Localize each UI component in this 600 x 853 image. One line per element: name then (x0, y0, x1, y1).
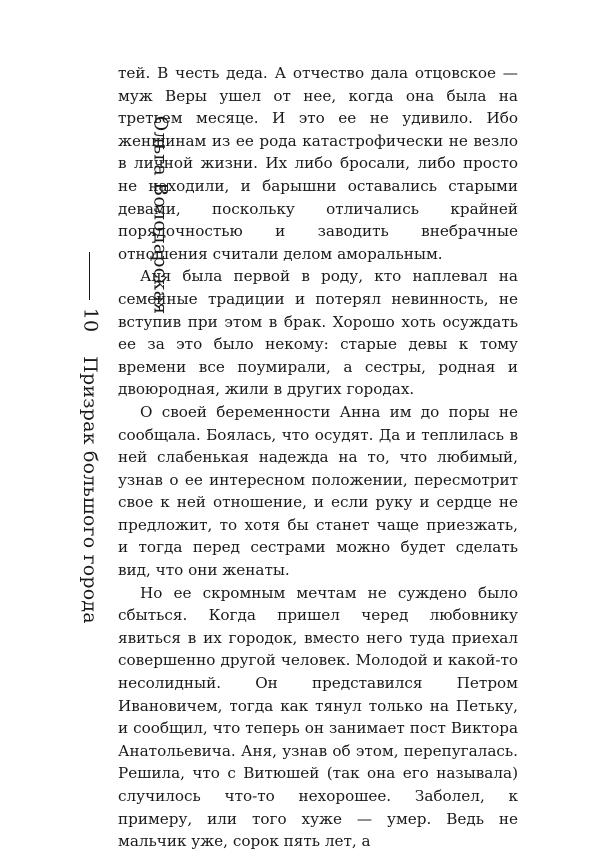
page-number-box (70, 300, 110, 340)
paragraph-1: тей. В честь деда. А отчество дала отцовское — муж Веры ушел от нее, когда она была на третьем месяце. И это ее не удивило. Ибо женщинам из ее рода катастрофически не везло в личной жизни. Их либо бросали, либо просто не находили, и барышни оставались старыми девами, поскольку отличались крайней порядочностью и заводить внебрачные отношения считали делом аморальным. (118, 64, 518, 263)
body-text (118, 62, 518, 853)
running-head-title (70, 340, 110, 640)
paragraph-2: Аня была первой в роду, кто наплевал на семейные традиции и потерял невинность, не вступив при этом в брак. Хорошо хоть осуждать ее за это было некому: старые девы к тому времени все поумирали, а сестры, родная и двоюродная, жили в других городах. (118, 267, 518, 399)
page-number: 10 (78, 307, 101, 333)
paragraph-4: Но ее скромным мечтам не суждено было сбыться. Когда пришел черед любовнику явиться в их городок, вместо него туда приехал совершенно другой человек. Молодой и какой-то несолидный. Он представился Петром Ивановичем, тогда как тянул только на Петьку, и сообщил, что теперь он занимает пост Виктора Анатольевича. Аня, узнав об этом, перепугалась. Решила, что с Витюшей (так она его называла) случилось что-то нехорошее. Заболел, к примеру, или того хуже — умер. Ведь не мальчик уже, сорок пять лет, а (118, 583, 518, 851)
paragraph-3: О своей беременности Анна им до поры не сообщала. Боялась, что осудят. Да и теплилась в ней слабенькая надежда на то, что любимый, узнав о ее интересном положении, пересмотрит свое к ней отношение, и если руку и сердце не предложит, то хотя бы станет чаще приезжать, и тогда перед сестрами можно будет сделать вид, что они женаты. (118, 402, 518, 580)
author-name: Ольга Володарская (149, 115, 171, 315)
book-title: Призрак большого города (79, 356, 101, 624)
running-head-divider (89, 252, 90, 300)
